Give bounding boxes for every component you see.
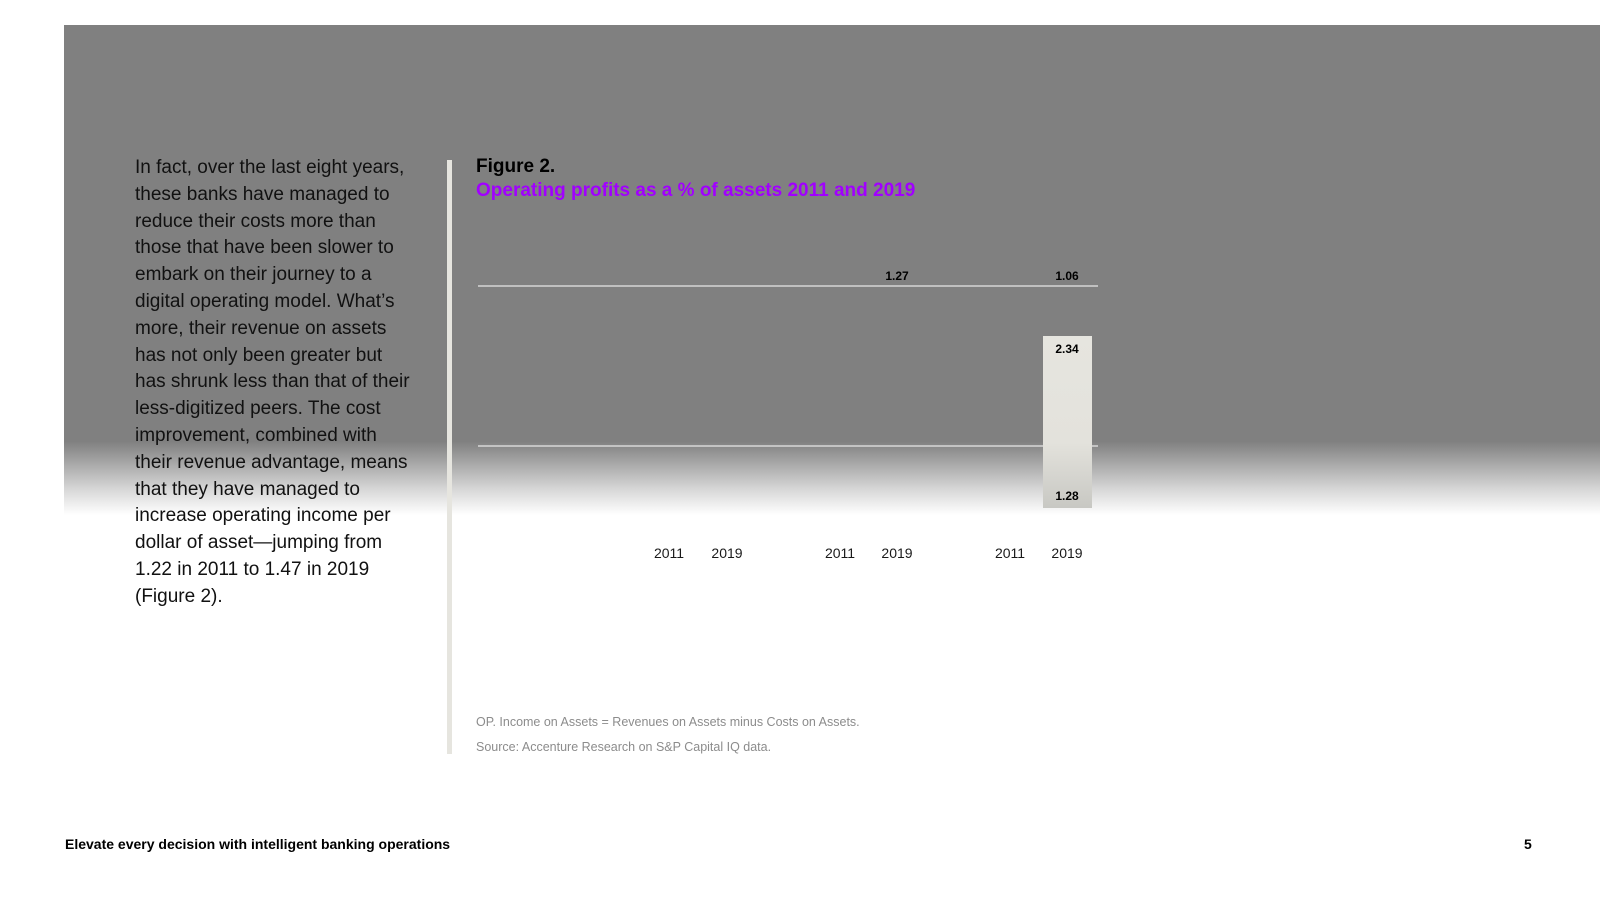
category-label-1: 2019 xyxy=(711,545,743,561)
data-label-3: 1.28 xyxy=(1055,489,1079,503)
figure-note: OP. Income on Assets = Revenues on Assets minus Costs on Assets. xyxy=(476,715,860,729)
data-label-0: 1.27 xyxy=(885,269,909,283)
footer-title: Elevate every decision with intelligent banking operations xyxy=(65,836,451,852)
figure-title: Operating profits as a % of assets 2011 and 2019 xyxy=(476,180,916,201)
category-label-3: 2019 xyxy=(881,545,913,561)
body-paragraph: In fact, over the last eight years, these banks have managed to reduce their costs more than those that have been slower to embark on their journey to a digital operating model. What’s more, their revenue on assets has not only been greater but has shrunk less than that of their less-digitized peers. The cost improvement, combined with their revenue advantage, means that they have managed to increase operating income per dollar of asset—jumping from 1.22 in 2011 to 1.47 in 2019 (Figure 2). xyxy=(135,157,410,607)
figure-label: Figure 2. xyxy=(476,156,556,177)
category-label-4: 2011 xyxy=(994,545,1026,561)
data-label-2: 2.34 xyxy=(1055,342,1079,356)
bar-2019-group-3 xyxy=(1043,336,1092,508)
page-number: 5 xyxy=(1524,836,1532,852)
category-label-0: 2011 xyxy=(653,545,685,561)
category-label-2: 2011 xyxy=(824,545,856,561)
category-label-5: 2019 xyxy=(1051,545,1083,561)
figure-source: Source: Accenture Research on S&P Capital IQ data. xyxy=(476,740,772,754)
data-label-1: 1.06 xyxy=(1055,269,1079,283)
